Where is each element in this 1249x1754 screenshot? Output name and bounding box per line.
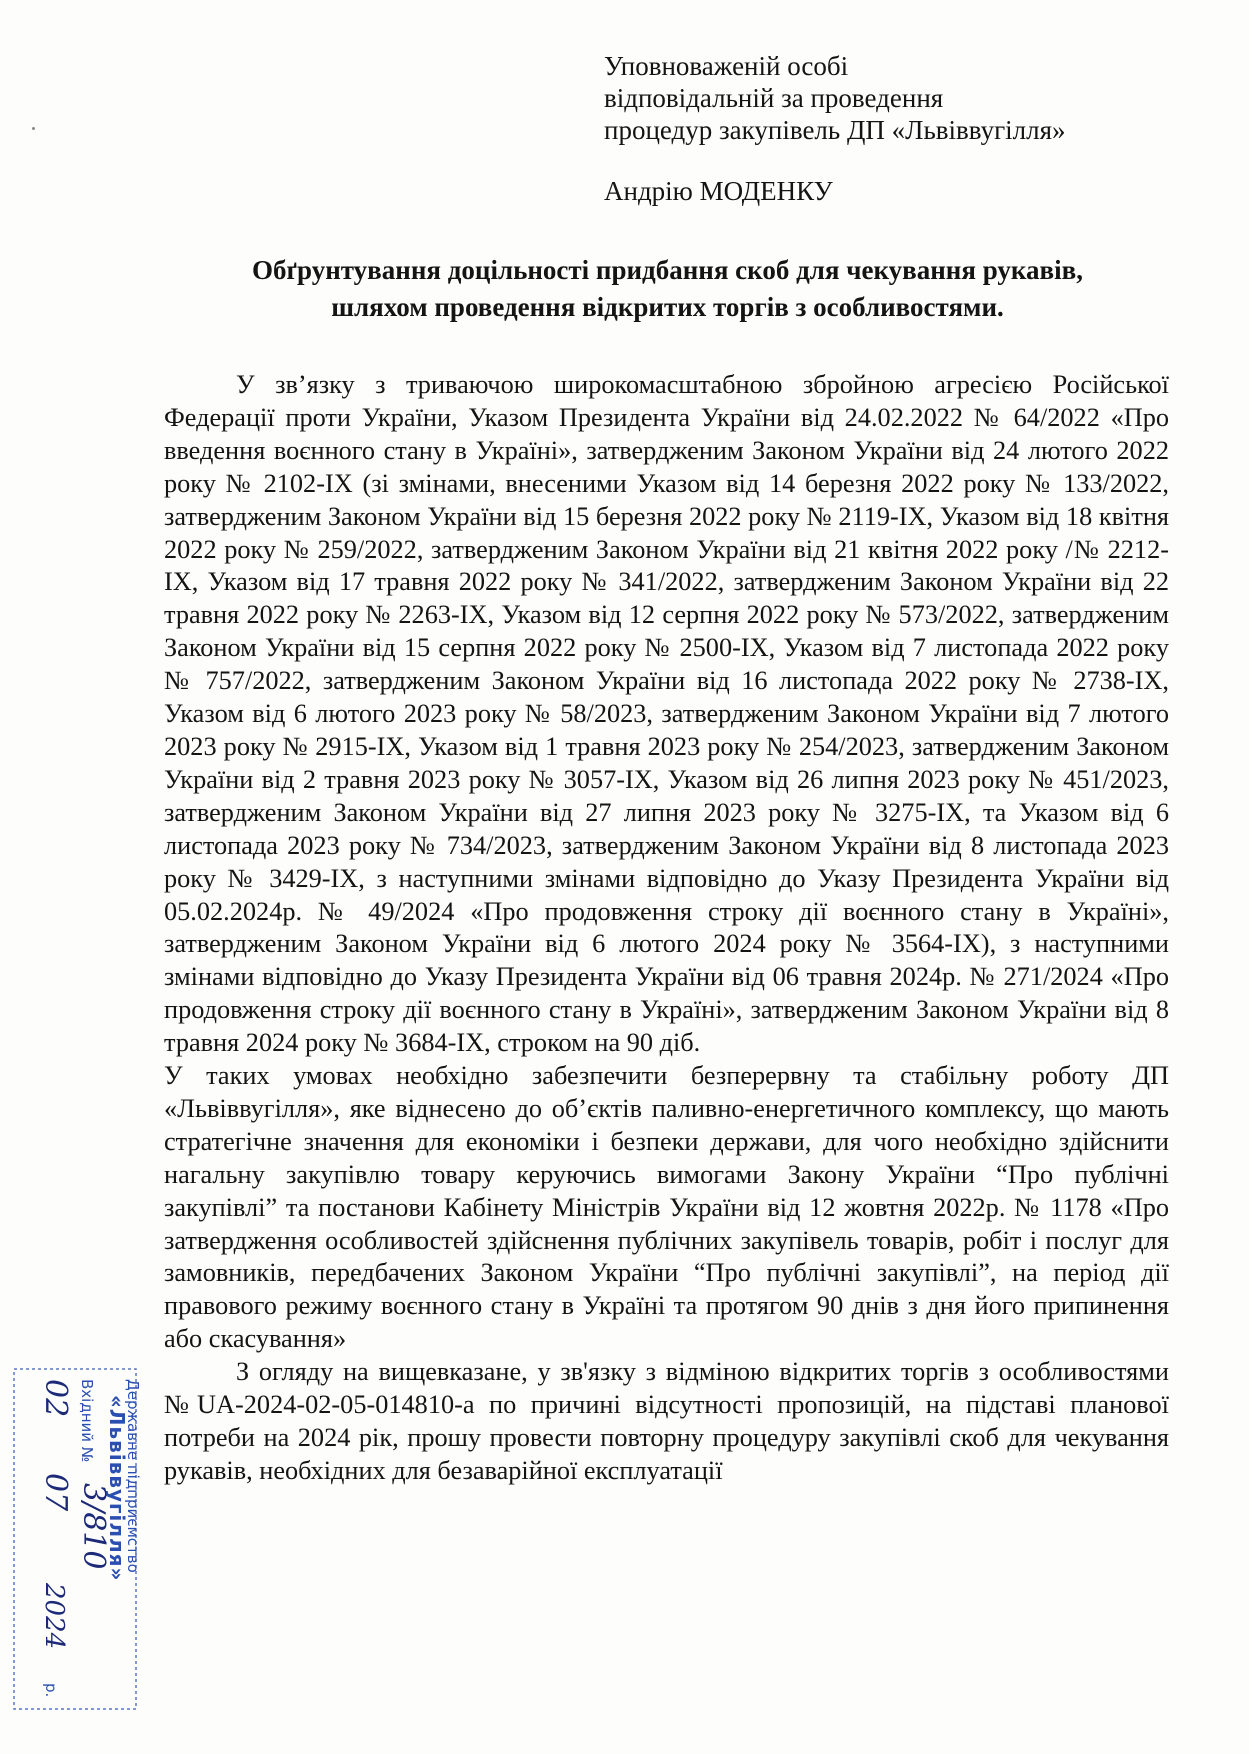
- title-line-2: шляхом проведення відкритих торгів з особливостями.: [331, 292, 1004, 322]
- addressee-block: [604, 50, 1066, 207]
- stamp-date-month: 07: [38, 1473, 73, 1512]
- stamp-org-line-2: «Львіввугілля»: [105, 1395, 129, 1582]
- stamp-org-line-1: Державне підприємство: [124, 1379, 142, 1573]
- body-paragraph-3: З огляду на вищевказане, у зв'язку з відміною відкритих торгів з особливостями №UA-2024-02-05-014810-a по причині відсутності пропозицій, на підставі планової потреби на 2024 рік, прошу провести повторну процедуру закупівлі скоб для чекування рукавів, необхідних для безаварійної експлуатації: [164, 1357, 1169, 1485]
- stamp-incoming-number: 3/810: [76, 1483, 111, 1570]
- stamp-date-day: 02: [38, 1379, 73, 1418]
- title-line-1: Обґрунтування доцільності придбання скоб для чекування рукавів,: [252, 255, 1083, 285]
- addressee-name: Андрію МОДЕНКУ: [604, 176, 833, 206]
- addressee-line-3: процедур закупівель ДП «Львіввугілля»: [604, 115, 1066, 145]
- registration-stamp: [10, 1365, 140, 1715]
- addressee-line-1: Уповноваженій особі: [604, 51, 849, 81]
- scan-speck: [32, 127, 35, 130]
- body-paragraph-1: У зв’язку з триваючою широкомасштабною збройною агресією Російської Федерації проти України, Указом Президента України від 24.02.2022 № 64/2022 «Про введення воєнного стану в Україні», затвердженим Законом України від 24 лютого 2022 року № 2102-IX (зі змінами, внесеними Указом від 14 березня 2022 року № 133/2022, затвердженим Законом України від 15 березня 2022 року № 2119-IX, Указом від 18 квітня 2022 року № 259/2022, затвердженим Законом України від 21 квітня 2022 року /№ 2212-IX, Указом від 17 травня 2022 року № 341/2022, затвердженим Законом України від 22 травня 2022 року № 2263-IX, Указом від 12 серпня 2022 року № 573/2022, затвердженим Законом України від 15 серпня 2022 року № 2500-IX, Указом від 7 листопада 2022 року № 757/2022, затвердженим Законом України від 16 листопада 2022 року № 2738-IX, Указом від 6 лютого 2023 року № 58/2023, затвердженим Законом України від 7 лютого 2023 року № 2915-IX, Указом від 1 травня 2023 року № 254/2023, затвердженим Законом України від 2 травня 2023 року № 3057-IX, Указом від 26 липня 2023 року № 451/2023, затвердженим Законом України від 27 липня 2023 року № 3275-IX, та Указом від 6 листопада 2023 року № 734/2023, затвердженим Законом України від 8 листопада 2023 року № 3429-IX, з наступними змінами відповідно до Указу Президента України від 05.02.2024р. № 49/2024 «Про продовження строку дії воєнного стану в Україні», затвердженим Законом України від 6 лютого 2024 року № 3564-IX), з наступними змінами відповідно до Указу Президента України від 06 травня 2024р. № 271/2024 «Про продовження строку дії воєнного стану в Україні», затвердженим Законом України від 8 травня 2024 року № 3684-IX, строком на 90 діб.: [164, 370, 1169, 1058]
- stamp-incoming-label: Вхідний №: [78, 1379, 96, 1463]
- registration-stamp-graphic: [10, 1365, 140, 1715]
- stamp-year-marker: р.: [42, 1683, 60, 1698]
- document-body: [164, 369, 1169, 1488]
- body-paragraph-2: У таких умовах необхідно забезпечити безперервну та стабільну роботу ДП «Львіввугілля», яке віднесено до об’єктів паливно-енергетичного комплексу, що мають стратегічне значення для економіки і безпеки держави, для чого необхідно здійснити нагальну закупівлю товару керуючись вимогами Закону України “Про публічні закупівлі” та постанови Кабінету Міністрів України від 12 жовтня 2022р. № 1178 «Про затвердження особливостей здійснення публічних закупівель товарів, робіт і послуг для замовників, передбачених Законом України “Про публічні закупівлі”, на період дії правового режиму воєнного стану в Україні та протягом 90 днів з дня його припинення або скасування»: [164, 1061, 1169, 1354]
- document-title: [150, 252, 1185, 326]
- addressee-line-2: відповідальній за проведення: [604, 83, 944, 113]
- stamp-date-year: 2024: [39, 1583, 69, 1650]
